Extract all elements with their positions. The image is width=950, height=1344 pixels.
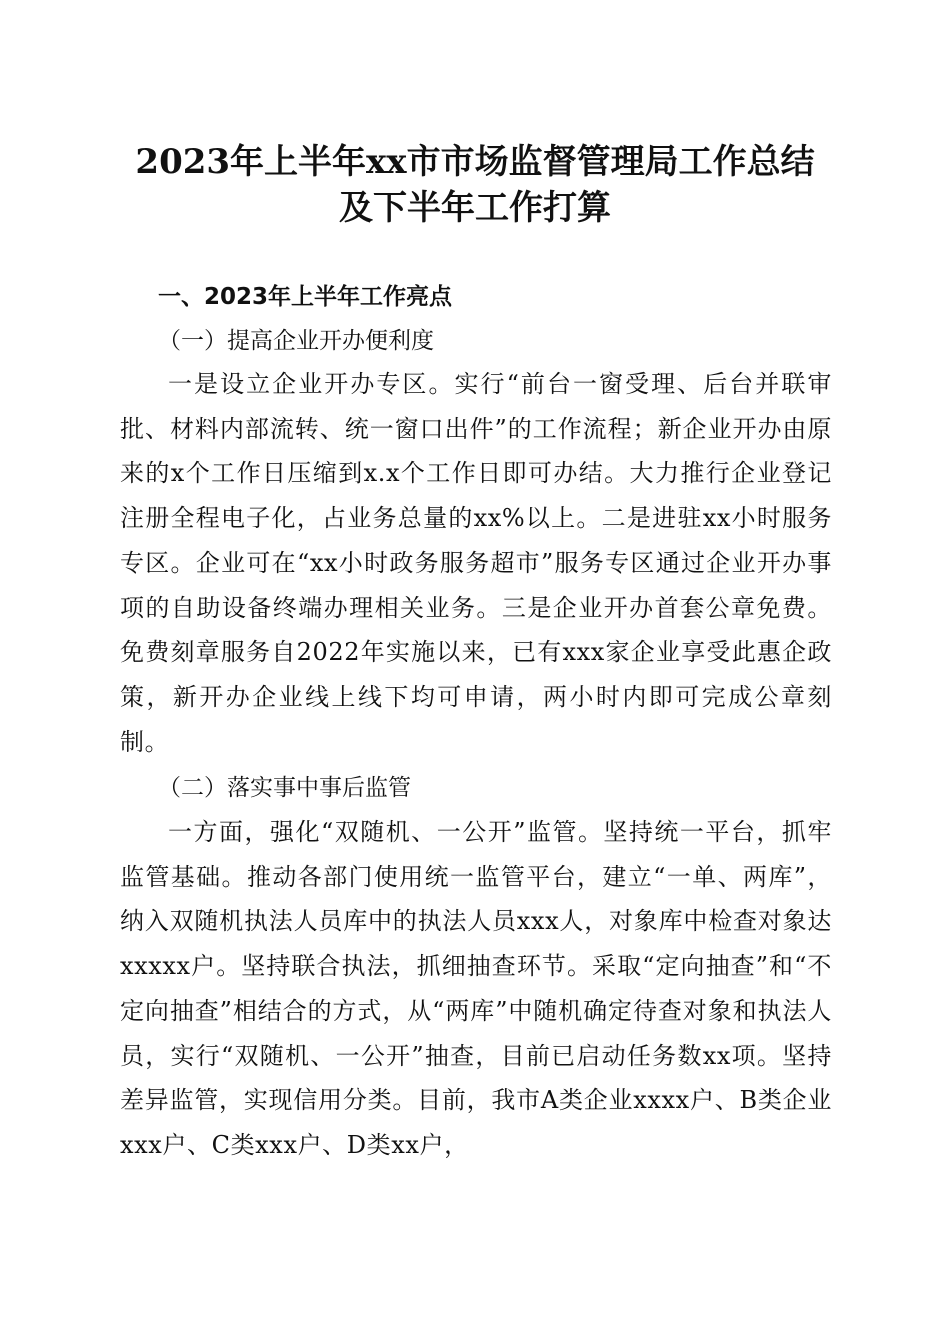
paragraph-1: 一是设立企业开办专区。实行“前台一窗受理、后台并联审批、材料内部流转、统一窗口出件”的工作流程；新企业开办由原来的x个工作日压缩到x.x个工作日即可办结。大力推行企业登记注册全程电子化，占业务总量的xx%以上。二是进驻xx小时服务专区。企业可在“xx小时政务服务超市”服务专区通过企业开办事项的自助设备终端办理相关业务。三是企业开办首套公章免费。免费刻章服务自2022年实施以来，已有xxx家企业享受此惠企政策，新开办企业线上线下均可申请，两小时内即可完成公章刻制。 xyxy=(120,370,832,756)
subsection-heading-1: （一）提高企业开办便利度 xyxy=(158,328,434,354)
section-heading-1: 一、2023年上半年工作亮点 xyxy=(158,284,453,310)
document-title-line-2: 及下半年工作打算 xyxy=(339,188,611,228)
subsection-heading-2: （二）落实事中事后监管 xyxy=(158,775,411,801)
paragraph-2: 一方面，强化“双随机、一公开”监管。坚持统一平台，抓牢监管基础。推动各部门使用统一监管平台，建立“一单、两库”，纳入双随机执法人员库中的执法人员xxx人，对象库中检查对象达xxxxx户。坚持联合执法，抓细抽查环节。采取“定向抽查”和“不定向抽查”相结合的方式，从“两库”中随机确定待查对象和执法人员，实行“双随机、一公开”抽查，目前已启动任务数xx项。坚持差异监管，实现信用分类。目前，我市A类企业xxxx户、B类企业xxx户、C类xxx户、D类xx户， xyxy=(120,818,832,1159)
document-title-line-1: 2023年上半年xx市市场监督管理局工作总结 xyxy=(135,142,815,182)
